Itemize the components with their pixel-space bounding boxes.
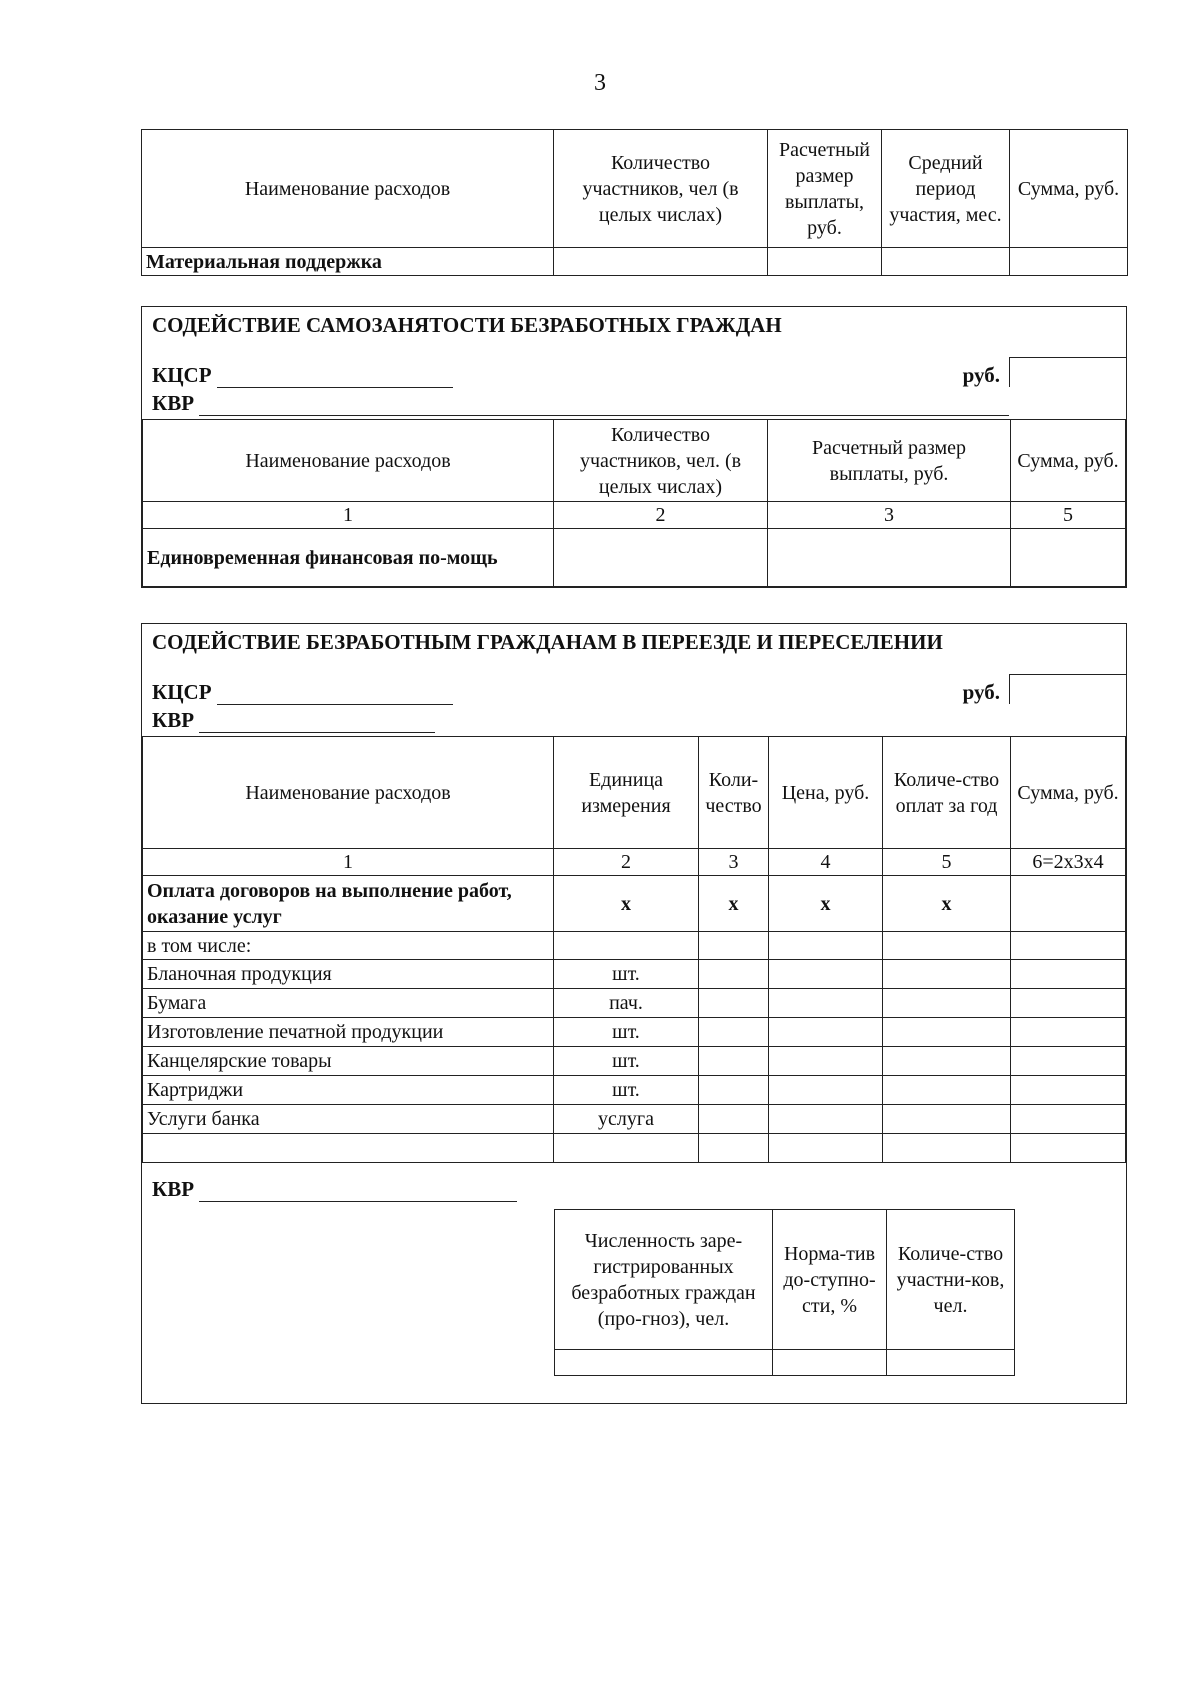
cell-empty[interactable] <box>883 989 1011 1018</box>
item-name: Изготовление печатной продукции <box>143 1018 554 1047</box>
section-title: СОДЕЙСТВИЕ БЕЗРАБОТНЫМ ГРАЖДАНАМ В ПЕРЕЕЗДЕ И ПЕРЕСЕЛЕНИИ <box>152 630 943 654</box>
header-registered-unemployed: Численность заре-гистрированных безработных граждан (про-гноз), чел. <box>555 1210 773 1350</box>
header-sum: Сумма, руб. <box>1011 737 1126 849</box>
item-unit: шт. <box>554 1047 699 1076</box>
x-mark: х <box>883 876 1011 932</box>
rub-label: руб. <box>962 680 1000 704</box>
row-one-time-aid: Единовременная финансовая по-мощь <box>143 529 554 587</box>
x-mark: х <box>699 876 769 932</box>
x-mark: х <box>769 876 883 932</box>
kvr-field[interactable] <box>199 712 435 733</box>
rub-amount-field[interactable] <box>1009 674 1127 704</box>
cell-empty[interactable] <box>1011 1134 1126 1163</box>
cell-empty[interactable] <box>699 1134 769 1163</box>
cell-empty[interactable] <box>699 1018 769 1047</box>
header-avg-period: Средний период участия, мес. <box>882 130 1010 248</box>
cell-empty[interactable] <box>1011 1076 1126 1105</box>
cell-empty[interactable] <box>768 248 882 276</box>
page-number: 3 <box>594 70 606 96</box>
kvr-field[interactable] <box>199 395 1009 416</box>
item-unit: шт. <box>554 1018 699 1047</box>
cell-empty[interactable] <box>555 1350 773 1376</box>
header-participants: Количество участников, чел. (в целых числах) <box>554 420 768 502</box>
cell-empty[interactable] <box>773 1350 887 1376</box>
row-material-support: Материальная поддержка <box>142 248 554 276</box>
material-support-table <box>141 129 1127 276</box>
self-employment-section <box>141 306 1127 588</box>
kvr-label: КВР <box>152 708 195 732</box>
cell-empty[interactable] <box>883 1076 1011 1105</box>
cell-empty[interactable] <box>883 1018 1011 1047</box>
cell-empty[interactable] <box>554 529 768 587</box>
col-number: 2 <box>554 502 768 529</box>
item-name: Услуги банка <box>143 1105 554 1134</box>
cell-empty[interactable] <box>883 932 1011 960</box>
cell-empty[interactable] <box>1011 1105 1126 1134</box>
header-price: Цена, руб. <box>769 737 883 849</box>
col-number: 5 <box>1011 502 1126 529</box>
item-name: Бумага <box>143 989 554 1018</box>
cell-empty[interactable] <box>1011 1018 1126 1047</box>
col-number: 2 <box>554 849 699 876</box>
header-quantity: Коли-чество <box>699 737 769 849</box>
cell-empty[interactable] <box>769 932 883 960</box>
cell-empty[interactable] <box>769 1047 883 1076</box>
header-expense-name: Наименование расходов <box>142 130 554 248</box>
cell-empty[interactable] <box>143 1134 554 1163</box>
cell-empty[interactable] <box>769 1134 883 1163</box>
kcsr-field[interactable] <box>217 367 453 388</box>
col-number: 6=2х3х4 <box>1011 849 1126 876</box>
header-payments-per-year: Количе-ство оплат за год <box>883 737 1011 849</box>
cell-empty[interactable] <box>1011 1047 1126 1076</box>
header-participants-count: Количе-ство участни-ков, чел. <box>887 1210 1015 1350</box>
item-unit: шт. <box>554 1076 699 1105</box>
cell-empty[interactable] <box>1011 932 1126 960</box>
col-number: 5 <box>883 849 1011 876</box>
header-sum: Сумма, руб. <box>1011 420 1126 502</box>
cell-empty[interactable] <box>883 1105 1011 1134</box>
cell-empty[interactable] <box>1010 248 1128 276</box>
item-name: Бланочная продукция <box>143 960 554 989</box>
col-number: 1 <box>143 849 554 876</box>
item-unit: пач. <box>554 989 699 1018</box>
kcsr-label: КЦСР <box>152 363 212 387</box>
cell-empty[interactable] <box>883 1134 1011 1163</box>
kvr-label: КВР <box>152 391 195 415</box>
cell-empty[interactable] <box>1011 529 1126 587</box>
participants-subtable <box>554 1209 1014 1376</box>
cell-empty[interactable] <box>699 1047 769 1076</box>
header-payment-size: Расчетный размер выплаты, руб. <box>768 130 882 248</box>
kcsr-field[interactable] <box>217 684 453 705</box>
cell-empty[interactable] <box>769 1076 883 1105</box>
cell-empty[interactable] <box>882 248 1010 276</box>
cell-empty[interactable] <box>769 1105 883 1134</box>
rub-label: руб. <box>962 363 1000 387</box>
item-unit: шт. <box>554 960 699 989</box>
header-payment-size: Расчетный размер выплаты, руб. <box>768 420 1011 502</box>
kcsr-label: КЦСР <box>152 680 212 704</box>
cell-empty[interactable] <box>699 1105 769 1134</box>
cell-empty[interactable] <box>699 989 769 1018</box>
section-title: СОДЕЙСТВИЕ САМОЗАНЯТОСТИ БЕЗРАБОТНЫХ ГРАЖДАН <box>152 313 782 337</box>
header-availability-norm: Норма-тив до-ступно-сти, % <box>773 1210 887 1350</box>
rub-amount-field[interactable] <box>1009 357 1127 387</box>
kvr2-line <box>142 1177 1126 1205</box>
cell-empty[interactable] <box>1011 876 1126 932</box>
col-number: 3 <box>768 502 1011 529</box>
kvr2-field[interactable] <box>199 1181 517 1202</box>
item-name: Канцелярские товары <box>143 1047 554 1076</box>
cell-empty[interactable] <box>554 932 699 960</box>
cell-empty[interactable] <box>769 989 883 1018</box>
cell-empty[interactable] <box>769 1018 883 1047</box>
cell-empty[interactable] <box>883 1047 1011 1076</box>
cell-empty[interactable] <box>699 1076 769 1105</box>
x-mark: х <box>554 876 699 932</box>
cell-empty[interactable] <box>554 1134 699 1163</box>
header-participants: Количество участников, чел (в целых числах) <box>554 130 768 248</box>
cell-empty[interactable] <box>1011 989 1126 1018</box>
cell-empty[interactable] <box>769 960 883 989</box>
kcsr-line <box>142 680 1126 708</box>
header-unit: Единица измерения <box>554 737 699 849</box>
cell-empty[interactable] <box>1011 960 1126 989</box>
cell-empty[interactable] <box>554 248 768 276</box>
cell-empty[interactable] <box>887 1350 1015 1376</box>
col-number: 3 <box>699 849 769 876</box>
relocation-section <box>141 623 1127 1404</box>
kvr2-label: КВР <box>152 1177 195 1201</box>
kvr-line <box>142 391 1126 419</box>
header-sum: Сумма, руб. <box>1010 130 1128 248</box>
item-name: Картриджи <box>143 1076 554 1105</box>
col-number: 4 <box>769 849 883 876</box>
cell-empty[interactable] <box>699 960 769 989</box>
kvr-line <box>142 708 1126 736</box>
header-expense-name: Наименование расходов <box>143 737 554 849</box>
including-label: в том числе: <box>143 932 554 960</box>
row-contract-payment: Оплата договоров на выполнение работ, оказание услуг <box>143 876 554 932</box>
kcsr-line <box>142 363 1126 391</box>
header-expense-name: Наименование расходов <box>143 420 554 502</box>
cell-empty[interactable] <box>883 960 1011 989</box>
item-unit: услуга <box>554 1105 699 1134</box>
cell-empty[interactable] <box>768 529 1011 587</box>
col-number: 1 <box>143 502 554 529</box>
cell-empty[interactable] <box>699 932 769 960</box>
